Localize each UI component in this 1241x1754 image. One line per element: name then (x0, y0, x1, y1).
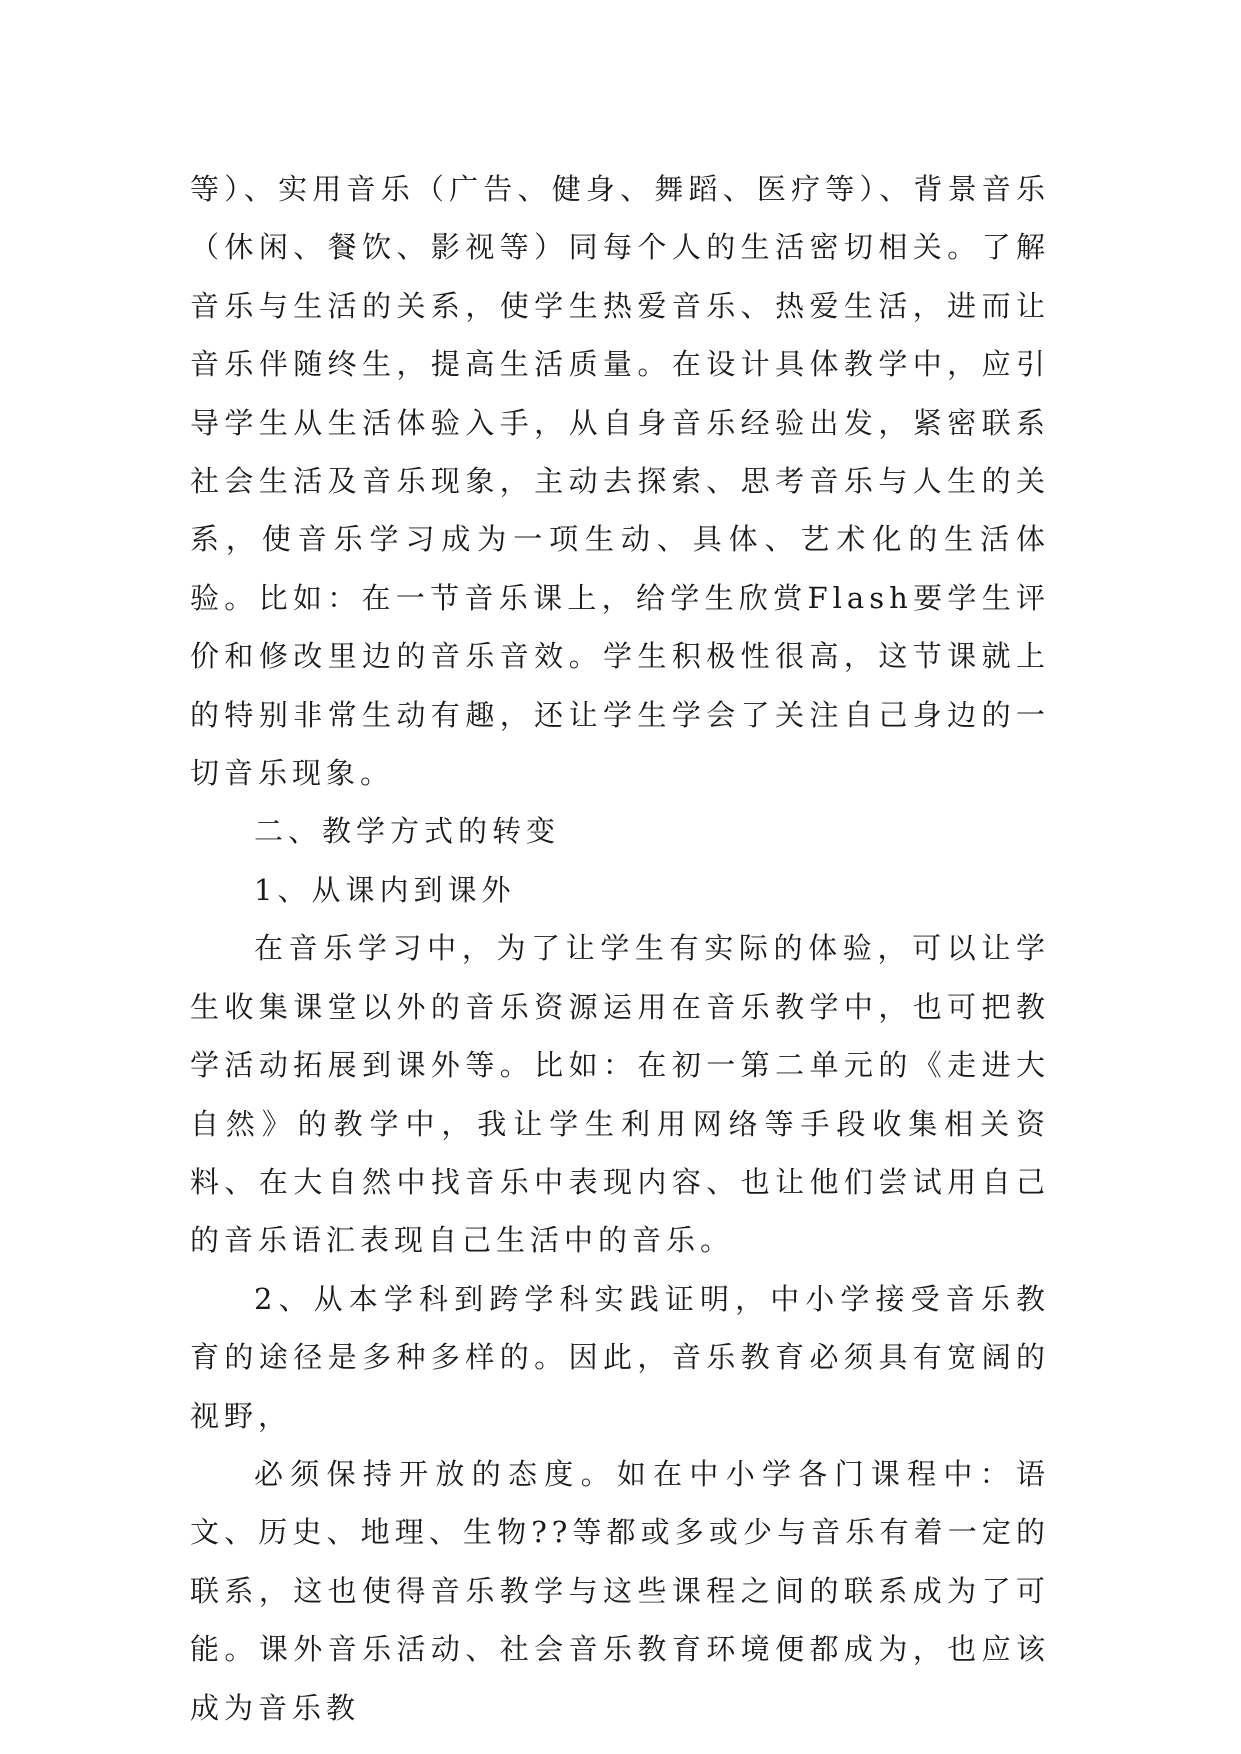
document-body (190, 160, 1050, 1737)
section-heading-teaching-method: 二、教学方式的转变 (254, 814, 561, 849)
paragraph-open-attitude: 必须保持开放的态度。如在中小学各门课程中：语文、历史、地理、生物??等都或多或少与音乐有着一定的联系，这也使得音乐教学与这些课程之间的联系成为了可能。课外音乐活动、社会音乐教育环境便都成为，也应该成为音乐教 (190, 1456, 1050, 1725)
subheading-inside-to-outside-class: 1、从课内到课外 (254, 872, 516, 907)
paragraph-music-and-life: 等）、实用音乐（广告、健身、舞蹈、医疗等）、背景音乐（休闲、餐饮、影视等）同每个人的生活密切相关。了解音乐与生活的关系，使学生热爱音乐、热爱生活，进而让音乐伴随终生，提高生活质量。在设计具体教学中，应引导学生从生活体验入手，从自身音乐经验出发，紧密联系社会生活及音乐现象，主动去探索、思考音乐与人生的关系，使音乐学习成为一项生动、具体、艺术化的生活体验。比如：在一节音乐课上，给学生欣赏Flash要学生评价和修改里边的音乐音效。学生积极性很高，这节课就上的特别非常生动有趣，还让学生学会了关注自己身边的一切音乐现象。 (190, 172, 1050, 791)
paragraph-outside-class-example: 在音乐学习中，为了让学生有实际的体验，可以让学生收集课堂以外的音乐资源运用在音乐教学中，也可把教学活动拓展到课外等。比如：在初一第二单元的《走进大自然》的教学中，我让学生利用网络等手段收集相关资料、在大自然中找音乐中表现内容、也让他们尝试用自己的音乐语汇表现自己生活中的音乐。 (190, 931, 1050, 1258)
paragraph-cross-discipline: 2、从本学科到跨学科实践证明，中小学接受音乐教育的途径是多种多样的。因此，音乐教育必须具有宽阔的视野， (190, 1281, 1050, 1433)
